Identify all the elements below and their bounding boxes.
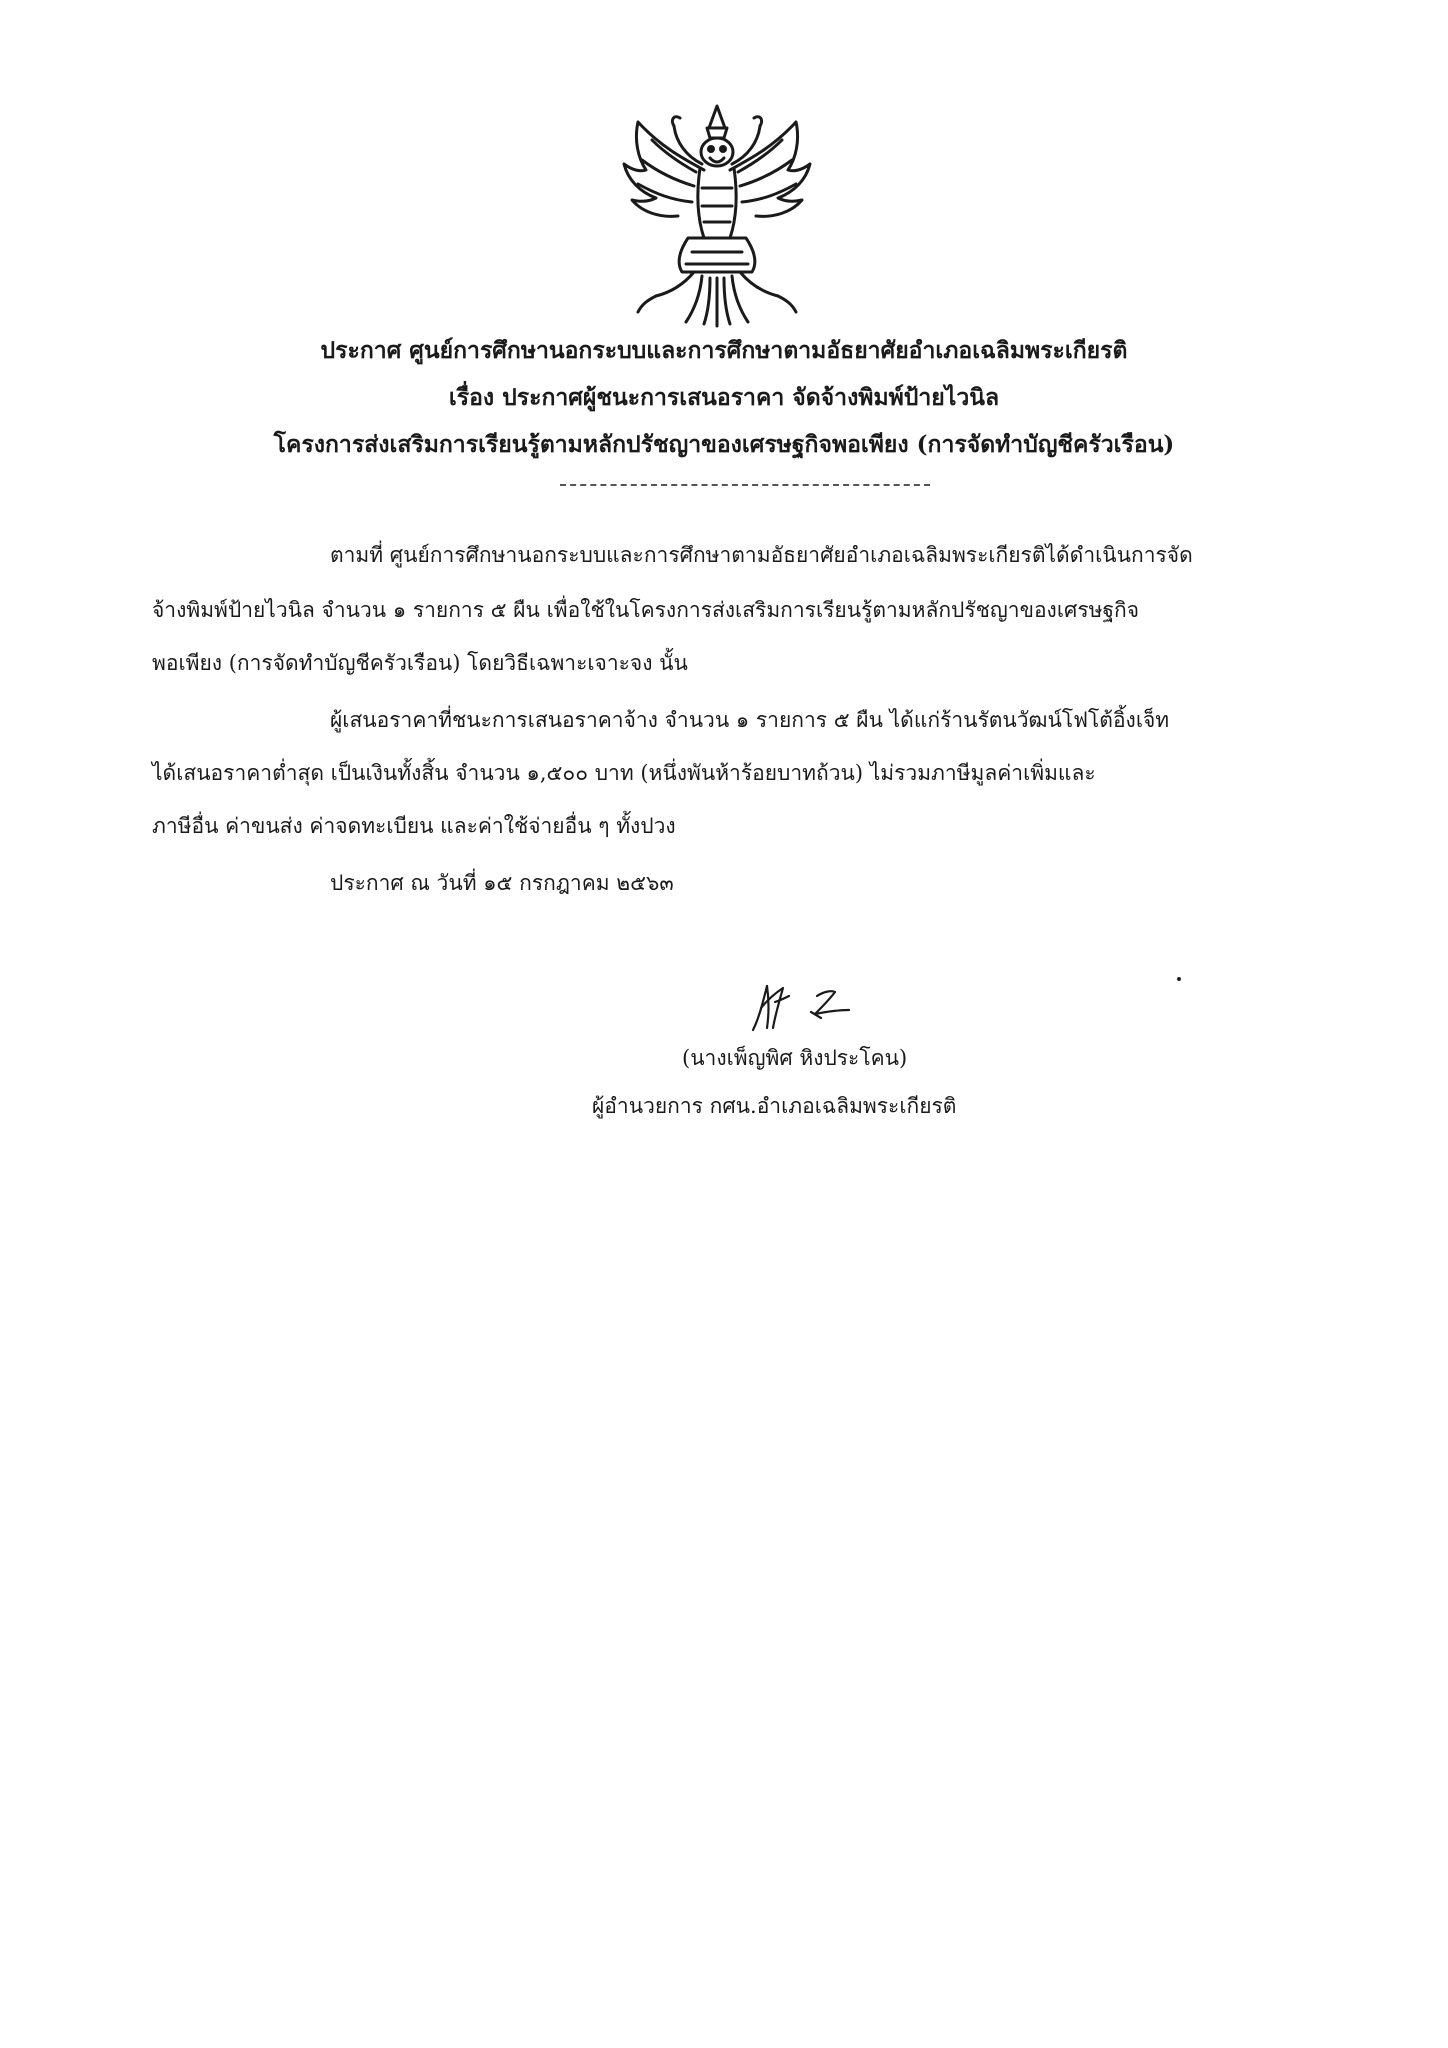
announcement-date: ประกาศ ณ วันที่ ๑๕ กรกฎาคม ๒๕๖๓ bbox=[330, 871, 674, 895]
handwritten-signature bbox=[745, 978, 875, 1038]
paragraph1-line2: จ้างพิมพ์ป้ายไวนิล จำนวน ๑ รายการ ๕ ผืน เพื่อใช้ในโครงการส่งเสริมการเรียนรู้ตามหลักปรัชญาของเศรษฐกิจ bbox=[152, 598, 1140, 622]
paragraph2-line2: ได้เสนอราคาต่ำสุด เป็นเงินทั้งสิ้น จำนวน ๑,๕๐๐ บาท (หนึ่งพันห้าร้อยบาทถ้วน) ไม่รวมภาษีมูลค่าเพิ่มและ bbox=[152, 761, 1096, 785]
signatory-position: ผู้อำนวยการ กศน.อำเภอเฉลิมพระเกียรติ bbox=[592, 1094, 957, 1118]
paragraph2-line1: ผู้เสนอราคาที่ชนะการเสนอราคาจ้าง จำนวน ๑ รายการ ๕ ผืน ได้แก่ร้านรัตนวัฒน์โฟโต้อิ้งเจ็ท bbox=[330, 708, 1170, 732]
paragraph1-line3: พอเพียง (การจัดทำบัญชีครัวเรือน) โดยวิธีเฉพาะเจาะจง นั้น bbox=[152, 651, 688, 675]
announcement-title: ประกาศ ศูนย์การศึกษานอกระบบและการศึกษาตามอัธยาศัยอำเภอเฉลิมพระเกียรติ bbox=[320, 337, 1128, 364]
announcement-subject: เรื่อง ประกาศผู้ชนะการเสนอราคา จัดจ้างพิมพ์ป้ายไวนิล bbox=[448, 384, 1000, 411]
signatory-name: (นางเพ็ญพิศ หิงประโคน) bbox=[682, 1046, 908, 1070]
paragraph1-line1: ตามที่ ศูนย์การศึกษานอกระบบและการศึกษาตามอัธยาศัยอำเภอเฉลิมพระเกียรติได้ดำเนินการจัด bbox=[330, 543, 1193, 567]
paragraph2-line3: ภาษีอื่น ค่าขนส่ง ค่าจดทะเบียน และค่าใช้จ่ายอื่น ๆ ทั้งปวง bbox=[152, 814, 676, 838]
header-divider bbox=[560, 484, 930, 486]
project-name: โครงการส่งเสริมการเรียนรู้ตามหลักปรัชญาของเศรษฐกิจพอเพียง (การจัดทำบัญชีครัวเรือน) bbox=[273, 431, 1175, 458]
scan-speck bbox=[1177, 977, 1181, 981]
garuda-emblem bbox=[612, 100, 822, 328]
